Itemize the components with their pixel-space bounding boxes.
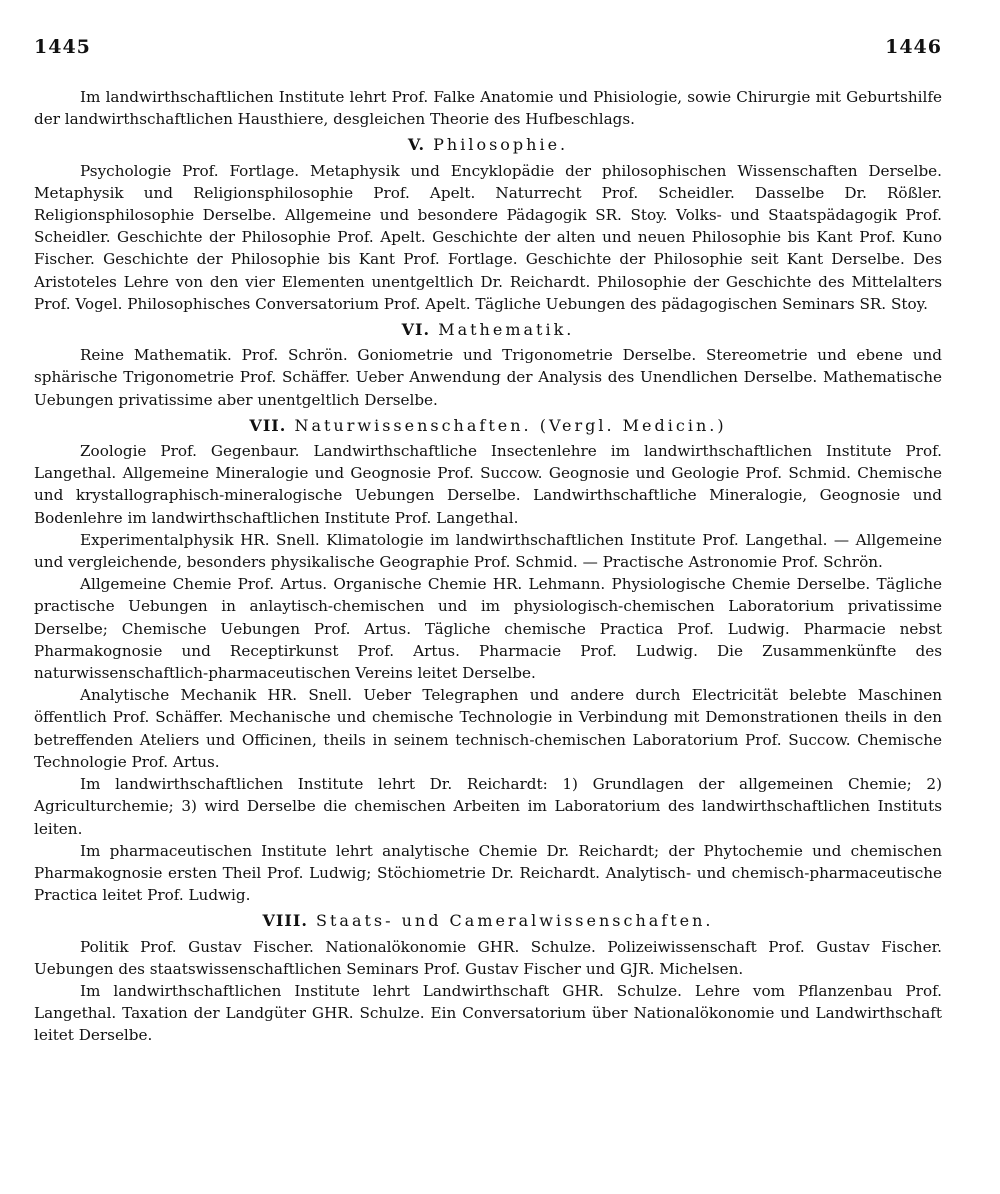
paragraph: Analytische Mechanik HR. Snell. Ueber Telegraphen und andere durch Electricität belebte Maschinen öffentlich Prof. Schäffer. Mechanische und chemische Technologie in Verbindung mit Demonstrationen theils in den betreffenden Ateliers und Officinen, theils in seinem technisch-chemischen Laboratorium Prof. Succow. Chemische Technologie Prof. Artus. <box>34 686 942 771</box>
paragraph: Allgemeine Chemie Prof. Artus. Organische Chemie HR. Lehmann. Physiologische Chemie Derselbe. Tägliche practische Uebungen in anlaytisch-chemischen und im physiologisch-chemischen Laboratorium privatissime Derselbe; Chemische Uebungen Prof. Artus. Tägliche chemische Practica Prof. Ludwig. Pharmacie nebst Pharmakognosie und Receptirkunst Prof. Artus. Pharmacie Prof. Ludwig. Die Zusammenkünfte des naturwissenschaftlich-pharmaceutischen Vereins leitet Derselbe. <box>34 575 942 683</box>
paragraph: Im landwirthschaftlichen Institute lehrt Prof. Falke Anatomie und Phisiologie, sowie Chirurgie mit Geburtshilfe der landwirthschaftlichen Hausthiere, desgleichen Theorie des Hufbeschlags. <box>34 88 942 129</box>
paragraph: Experimentalphysik HR. Snell. Klimatologie im landwirthschaftlichen Institute Prof. Langethal. — Allgemeine und vergleichende, besonders physikalische Geographie Prof. Schmid. — Practische Astronomie Prof. Schrön. <box>34 530 942 572</box>
section-heading <box>34 415 942 437</box>
page-number-right: 1446 <box>885 36 942 58</box>
section-heading <box>34 134 942 156</box>
section-title: Mathematik. <box>438 320 575 340</box>
paragraph: Zoologie Prof. Gegenbaur. Landwirthschaftliche Insectenlehre im landwirthschaftlichen Institute Prof. Langethal. Allgemeine Mineralogie und Geognosie Prof. Succow. Geognosie und Geologie Prof. Schmid. Chemische und krystallographisch-mineralogische Uebungen Derselbe. Landwirthschaftliche Mineralogie, Geognosie und Bodenlehre im landwirthschaftlichen Institute Prof. Langethal. <box>34 442 942 527</box>
page-body <box>34 86 942 1047</box>
page-number-left: 1445 <box>34 36 91 58</box>
paragraph: Psychologie Prof. Fortlage. Metaphysik und Encyklopädie der philosophischen Wissenschaften Derselbe. Metaphysik und Religionsphilosophie Prof. Apelt. Naturrecht Prof. Scheidler. Dasselbe Dr. Rößler. Religionsphilosophie Derselbe. Allgemeine und besondere Pädagogik SR. Stoy. Volks- und Staatspädagogik Prof. Scheidler. Geschichte der Philosophie Prof. Apelt. Geschichte der alten und neuen Philosophie bis Kant Prof. Kuno Fischer. Geschichte der Philosophie bis Kant Prof. Fortlage. Geschichte der Philosophie seit Kant Derselbe. Des Aristoteles Lehre von den vier Elementen unentgeltlich Dr. Reichardt. Philosophie der Geschichte des Mittelalters Prof. Vogel. Philosophisches Conversatorium Prof. Apelt. Tägliche Uebungen des pädagogischen Seminars SR. Stoy. <box>34 161 942 313</box>
section-title: Naturwissenschaften. (Vergl. Medicin.) <box>294 415 727 435</box>
paragraph: Im landwirthschaftlichen Institute lehrt Landwirthschaft GHR. Schulze. Lehre vom Pflanzenbau Prof. Langethal. Taxation der Landgüter GHR. Schulze. Ein Conversatorium über Nationalökonomie und Landwirthschaft leitet Derselbe. <box>34 981 942 1045</box>
section-number: VII. <box>249 415 287 435</box>
paragraph: Im landwirthschaftlichen Institute lehrt Dr. Reichardt: 1) Grundlagen der allgemeinen Chemie; 2) Agriculturchemie; 3) wird Derselbe die chemischen Arbeiten im Laboratorium des landwirthschaftlichen Instituts leiten. <box>34 775 942 838</box>
section-title: Philosophie. <box>433 135 569 155</box>
paragraph: Reine Mathematik. Prof. Schrön. Goniometrie und Trigonometrie Derselbe. Stereometrie und ebene und sphärische Trigonometrie Prof. Schäffer. Ueber Anwendung der Analysis des Unendlichen Derselbe. Mathematische Uebungen privatissime aber unentgeltlich Derselbe. <box>34 346 942 409</box>
section-number: VIII. <box>262 911 308 931</box>
section-number: V. <box>407 135 426 155</box>
section-heading <box>34 910 942 932</box>
section-title: Staats- und Cameralwissenschaften. <box>316 911 714 931</box>
paragraph: Im pharmaceutischen Institute lehrt analytische Chemie Dr. Reichardt; der Phytochemie und chemischen Pharmakognosie ersten Theil Prof. Ludwig; Stöchiometrie Dr. Reichardt. Analytisch- und chemisch-pharmaceutische Practica leitet Prof. Ludwig. <box>34 841 942 905</box>
paragraph: Politik Prof. Gustav Fischer. Nationalökonomie GHR. Schulze. Polizeiwissenschaft Prof. Gustav Fischer. Uebungen des staatswissenschaftlichen Seminars Prof. Gustav Fischer und GJR. Michelsen. <box>34 937 942 978</box>
section-heading <box>34 319 942 341</box>
section-number: VI. <box>401 320 431 340</box>
